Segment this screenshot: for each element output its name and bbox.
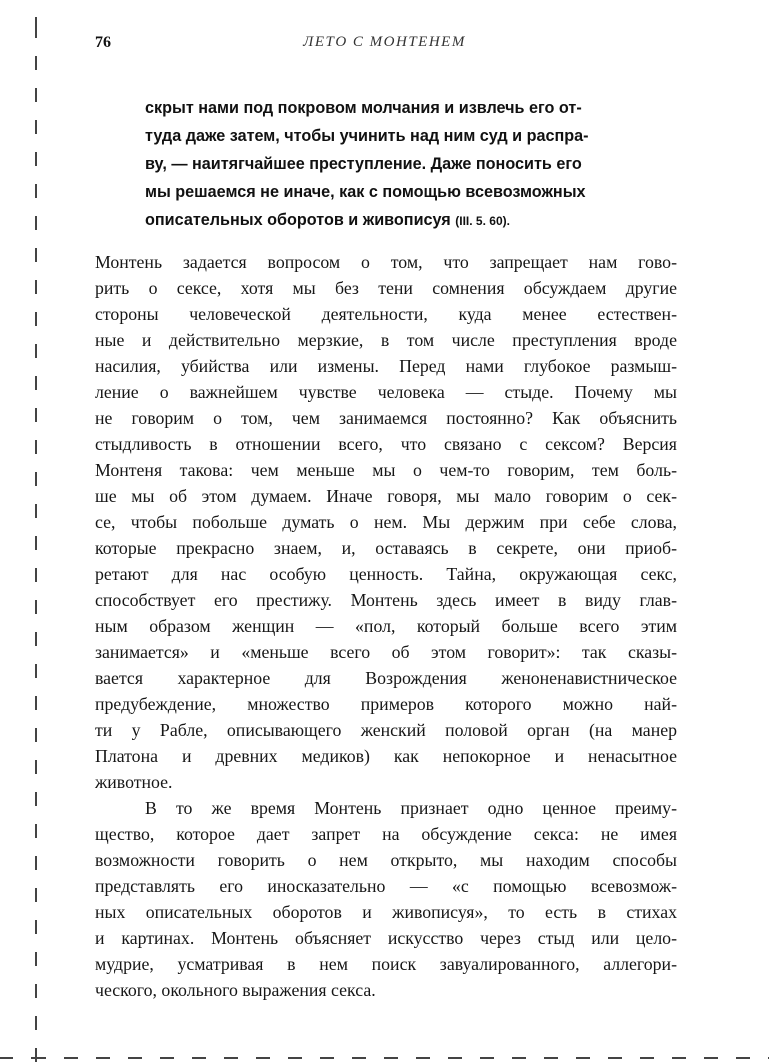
body-line: Монтень задается вопросом о том, что запрещает нам гово- <box>95 252 677 272</box>
body-line: ретают для нас особую ценность. Тайна, окружающая секс, <box>95 564 677 584</box>
crop-mark-bottom <box>0 1057 769 1059</box>
body-line: насилия, убийства или измены. Перед нами глубокое размыш- <box>95 356 677 376</box>
body-line: рить о сексе, хотя мы без тени сомнения обсуждаем другие <box>95 278 677 298</box>
body-line: се, чтобы побольше думать о нем. Мы держим при себе слова, <box>95 512 677 532</box>
body-line: Платона и древних медиков) как непокорное и ненасытное <box>95 746 677 766</box>
body-text <box>95 249 677 1003</box>
body-line: стороны человеческой деятельности, куда менее естествен- <box>95 304 677 324</box>
crop-mark-left <box>35 0 37 1063</box>
body-line: ление о важнейшем чувстве человека — стыде. Почему мы <box>95 382 677 402</box>
running-head: ЛЕТО С МОНТЕНЕМ <box>303 34 466 50</box>
quote-reference: (III. 5. 60). <box>455 214 510 228</box>
body-line: предубеждение, множество примеров которого можно най- <box>95 694 677 714</box>
body-line: возможности говорить о нем открыто, мы находим способы <box>95 850 677 870</box>
body-line: занимается» и «меньше всего об этом говорит»: так сказы- <box>95 642 677 662</box>
body-line: ным образом женщин — «пол, который больше всего этим <box>95 616 677 636</box>
body-line: способствует его престижу. Монтень здесь имеет в виду глав- <box>95 590 677 610</box>
body-line: животное. <box>95 772 173 792</box>
quote-line: ву, — наитягчайшее преступление. Даже поносить его <box>145 155 582 173</box>
body-line: ческого, окольного выражения секса. <box>95 980 376 1000</box>
body-line: которые прекрасно знаем, и, оставаясь в секрете, они приоб- <box>95 538 677 558</box>
quote-line: мы решаемся не иначе, как с помощью всевозможных <box>145 183 586 201</box>
body-line: представлять его иносказательно — «с помощью всевозмож- <box>95 876 677 896</box>
body-line: щество, которое дает запрет на обсуждение секса: не имея <box>95 824 677 844</box>
body-line: вается характерное для Возрождения женоненавистническое <box>95 668 677 688</box>
quote-line <box>145 206 655 235</box>
body-line: мудрие, усматривая в нем поиск завуалированного, аллегори- <box>95 954 677 974</box>
quote-line: скрыт нами под покровом молчания и извлечь его от- <box>145 99 582 117</box>
block-quote <box>145 94 655 235</box>
body-line: Монтеня такова: чем меньше мы о чем-то говорим, тем боль- <box>95 460 677 480</box>
quote-line-text: описательных оборотов и живописуя <box>145 211 451 229</box>
body-line: ти у Рабле, описывающего женский половой орган (на манер <box>95 720 677 740</box>
body-line: ше мы об этом думаем. Иначе говоря, мы мало говорим о сек- <box>95 486 677 506</box>
body-line: стыдливость в отношении всего, что связано с сексом? Версия <box>95 434 677 454</box>
quote-line: туда даже затем, чтобы учинить над ним суд и распра- <box>145 127 589 145</box>
body-line: В то же время Монтень признает одно ценное преиму- <box>145 798 677 818</box>
body-line: ных описательных оборотов и живописуя», то есть в стихах <box>95 902 677 922</box>
page-number: 76 <box>95 34 111 51</box>
body-line: ные и действительно мерзкие, в том числе преступления вроде <box>95 330 677 350</box>
body-line: и картинах. Монтень объясняет искусство через стыд или цело- <box>95 928 677 948</box>
body-line: не говорим о том, чем занимаемся постоянно? Как объяснить <box>95 408 677 428</box>
